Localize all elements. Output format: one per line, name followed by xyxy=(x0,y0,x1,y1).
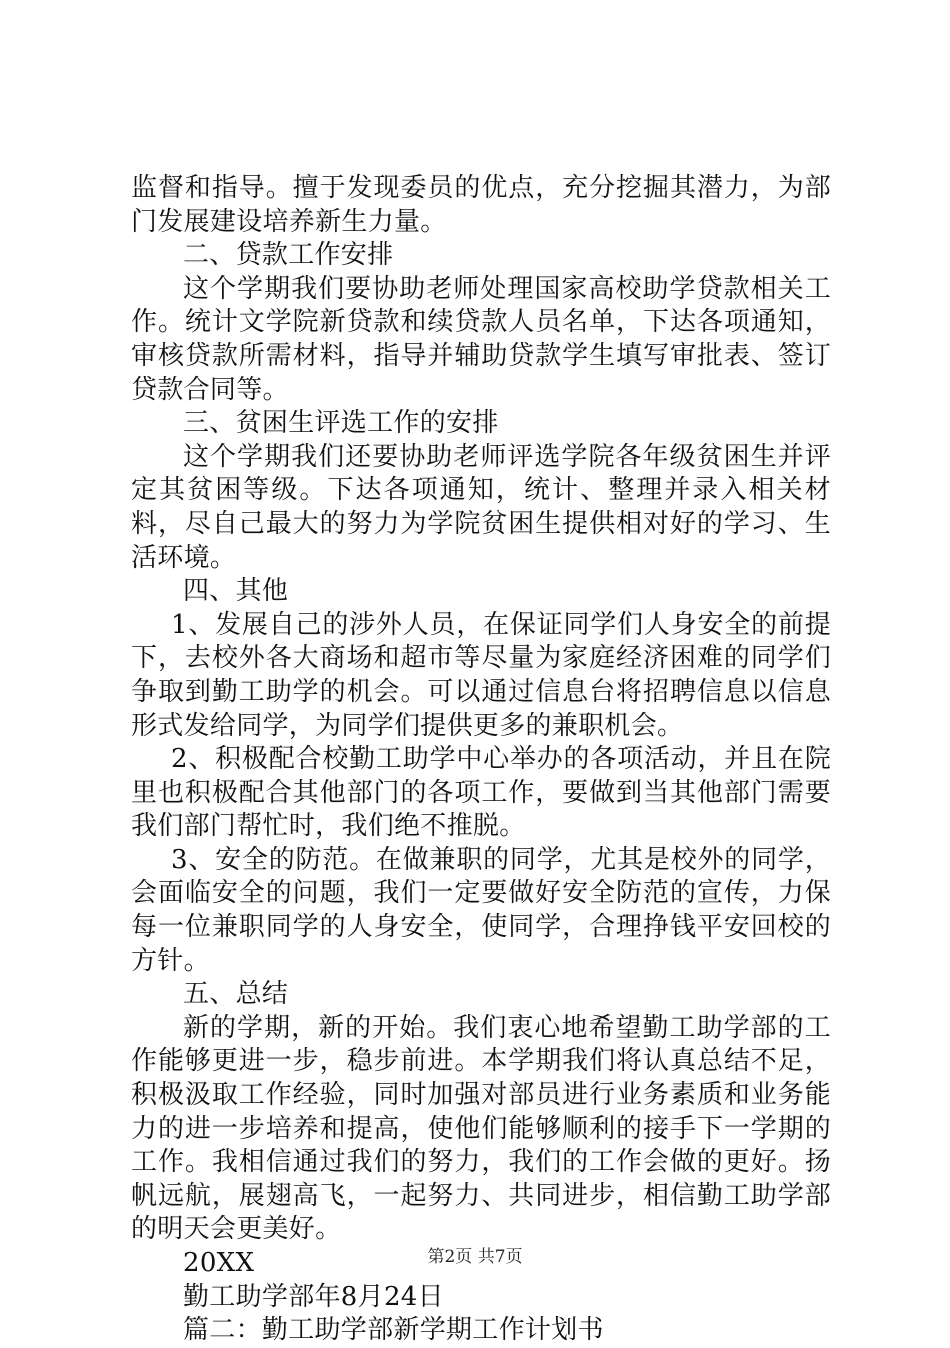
paragraph-supervision: 监督和指导。擅于发现委员的优点，充分挖掘其潜力，为部门发展建设培养新生力量。 xyxy=(131,173,831,237)
signature-date: 勤工助学部年8月24日 xyxy=(183,1281,444,1312)
paragraph-other-item-1: 1、发展自己的涉外人员，在保证同学们人身安全的前提下，去校外各大商场和超市等尽量为家庭经济困难的同学们争取到勤工助学的机会。可以通过信息台将招聘信息以信息形式发给同学，为同学们提供更多的兼职机会。 xyxy=(131,609,831,741)
heading-summary: 五、总结 xyxy=(183,979,289,1010)
heading-poverty-selection: 三、贫困生评选工作的安排 xyxy=(183,408,499,439)
page-number: 第2页 共7页 xyxy=(427,1247,523,1267)
paragraph-loan-work: 这个学期我们要协助老师处理国家高校助学贷款相关工作。统计文学院新贷款和续贷款人员名单，下达各项通知，审核贷款所需材料，指导并辅助贷款学生填写审批表、签订贷款合同等。 xyxy=(131,273,831,405)
paragraph-other-item-3: 3、安全的防范。在做兼职的同学，尤其是校外的同学，会面临安全的问题，我们一定要做好安全防范的宣传，力保每一位兼职同学的人身安全，使同学，合理挣钱平安回校的方针。 xyxy=(131,844,831,976)
heading-other: 四、其他 xyxy=(183,576,289,607)
paragraph-summary: 新的学期，新的开始。我们衷心地希望勤工助学部的工作能够更进一步，稳步前进。本学期我们将认真总结不足，积极汲取工作经验，同时加强对部员进行业务素质和业务能力的进一步培养和提高，使他们能够顺利的接手下一学期的工作。我相信通过我们的努力，我们的工作会做的更好。扬帆远航，展翅高飞，一起努力、共同进步，相信勤工助学部的明天会更美好。 xyxy=(131,1012,831,1245)
document-body xyxy=(131,172,831,1348)
next-section-title: 篇二：勤工助学部新学期工作计划书 xyxy=(183,1315,604,1346)
year-line: 20XX xyxy=(183,1248,255,1278)
heading-loan-work: 二、贷款工作安排 xyxy=(183,240,394,271)
paragraph-poverty-selection: 这个学期我们还要协助老师评选学院各年级贫困生并评定其贫困等级。下达各项通知，统计、整理并录入相关材料，尽自己最大的努力为学院贫困生提供相对好的学习、生活环境。 xyxy=(131,441,831,573)
paragraph-other-item-2: 2、积极配合校勤工助学中心举办的各项活动，并且在院里也积极配合其他部门的各项工作，要做到当其他部门需要我们部门帮忙时，我们绝不推脱。 xyxy=(131,744,831,842)
